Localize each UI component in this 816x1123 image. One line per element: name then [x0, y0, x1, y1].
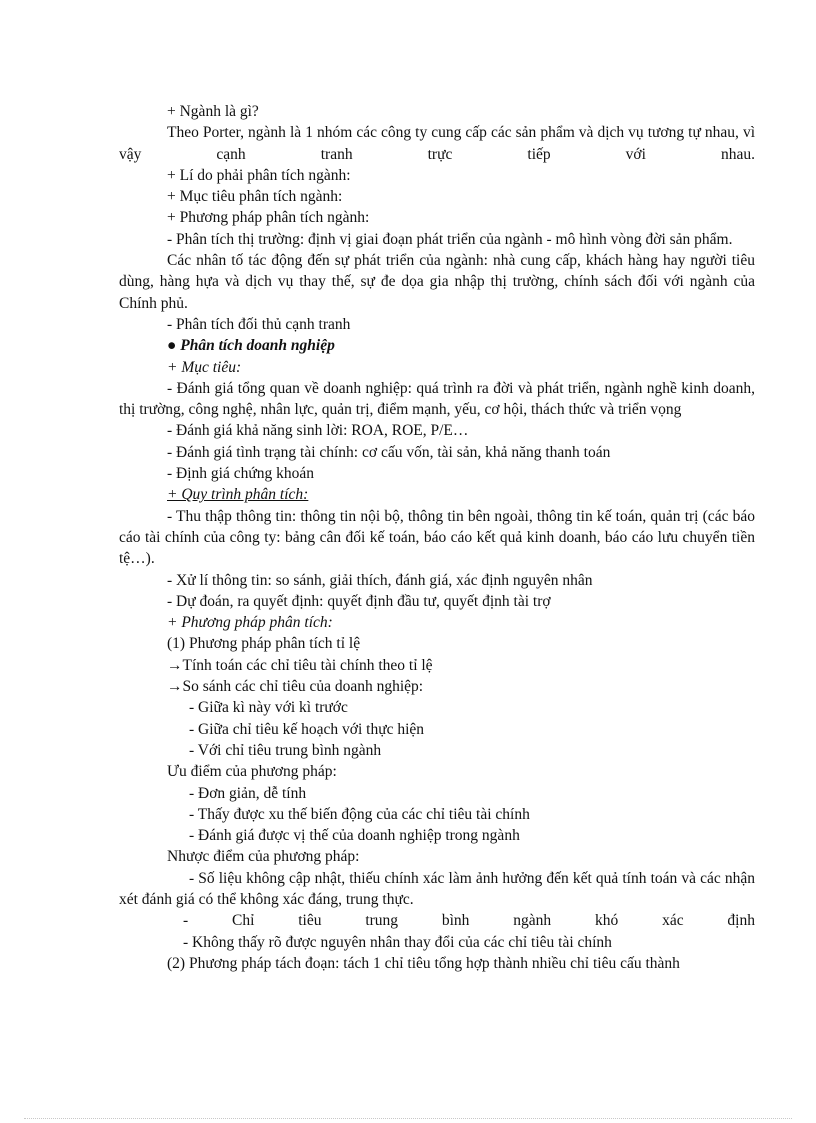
advantage-simple-item: - Đơn giản, dễ tính [189, 784, 307, 802]
methods-subheading: + Phương pháp phân tích: [167, 614, 333, 632]
compare-plan-item: - Giữa chỉ tiêu kế hoạch với thực hiện [189, 720, 425, 738]
process-subheading: + Quy trình phân tích: [167, 486, 309, 504]
advantage-position-item: - Đánh giá được vị thế của doanh nghiệp trong ngành [189, 827, 520, 845]
goal-heading: + Mục tiêu phân tích ngành: [167, 188, 343, 206]
forecast-decision-line: - Dự đoán, ra quyết định: quyết định đầu tư, quyết định tài trợ [167, 592, 551, 610]
competitor-analysis-line: - Phân tích đối thủ cạnh tranh [167, 315, 351, 333]
factors-paragraph: Các nhân tố tác động đến sự phát triển của ngành: nhà cung cấp, khách hàng hay người tiêu dùng, hàng hựa và dịch vụ thay thế, sự đe dọa gia nhập thị trường, chính sách đối với ngành của Chính phủ. [119, 252, 755, 312]
compare-industry-item: - Với chỉ tiêu trung bình ngành [189, 741, 382, 759]
document-body [119, 101, 755, 974]
porter-definition: Theo Porter, ngành là 1 nhóm các công ty cung cấp các sản phẩm và dịch vụ tương tự nhau, vì vậy cạnh tranh trực tiếp với nhau. [119, 124, 755, 163]
disadvantage-benchmark-line: - Chỉ tiêu trung bình ngành khó xác định [183, 912, 755, 930]
disadvantage-cause-line: - Không thấy rõ được nguyên nhân thay đổi của các chỉ tiêu tài chính [183, 933, 612, 951]
enterprise-analysis-heading: ● Phân tích doanh nghiệp [167, 337, 335, 355]
profitability-line: - Đánh giá khả năng sinh lời: ROA, ROE, P/E… [167, 422, 469, 440]
information-processing-line: - Xử lí thông tin: so sánh, giải thích, đánh giá, xác định nguyên nhân [167, 571, 593, 589]
advantages-heading: Ưu điểm của phương pháp: [167, 763, 337, 781]
advantage-trend-item: - Thấy được xu thế biến động của các chỉ tiêu tài chính [189, 805, 530, 823]
compare-period-item: - Giữa kì này với kì trước [189, 699, 348, 717]
ratio-compare-line: →So sánh các chỉ tiêu của doanh nghiệp: [167, 678, 424, 696]
page-bottom-divider [24, 1118, 792, 1119]
financial-status-line: - Đánh giá tình trạng tài chính: cơ cấu vốn, tài sản, khả năng thanh toán [167, 443, 611, 461]
disadvantage-data-paragraph: - Số liệu không cập nhật, thiếu chính xác làm ảnh hưởng đến kết quả tính toán và các nhận xét đánh giá có thể không xác đáng, trung thực. [119, 869, 755, 908]
ratio-method-heading: (1) Phương pháp phân tích tỉ lệ [167, 635, 361, 653]
question-heading: + Ngành là gì? [167, 103, 259, 120]
securities-valuation-line: - Định giá chứng khoán [167, 465, 315, 483]
decomposition-method-heading: (2) Phương pháp tách đoạn: tách 1 chỉ tiêu tổng hợp thành nhiều chỉ tiêu cấu thành [167, 954, 680, 972]
overview-assessment-paragraph: - Đánh giá tổng quan về doanh nghiệp: quá trình ra đời và phát triển, ngành nghề kinh doanh, thị trường, công nghệ, nhân lực, quản trị, điểm mạnh, yếu, cơ hội, thách thức và triển vọng [119, 379, 755, 419]
method-heading: + Phương pháp phân tích ngành: [167, 209, 370, 227]
disadvantages-heading: Nhược điểm của phương pháp: [167, 848, 360, 866]
information-collection-paragraph: - Thu thập thông tin: thông tin nội bộ, thông tin bên ngoài, thông tin kế toán, quản trị (các báo cáo tài chính của công ty: bảng cân đối kế toán, báo cáo kết quả kinh doanh, báo cáo lưu chuyển tiền tệ…). [119, 507, 755, 568]
ratio-calc-line: →Tính toán các chỉ tiêu tài chính theo tỉ lệ [167, 656, 433, 674]
goals-subheading: + Mục tiêu: [167, 358, 242, 376]
reason-heading: + Lí do phải phân tích ngành: [167, 166, 351, 184]
market-analysis-paragraph: - Phân tích thị trường: định vị giai đoạn phát triển của ngành - mô hình vòng đời sản phẩm. [167, 230, 733, 248]
